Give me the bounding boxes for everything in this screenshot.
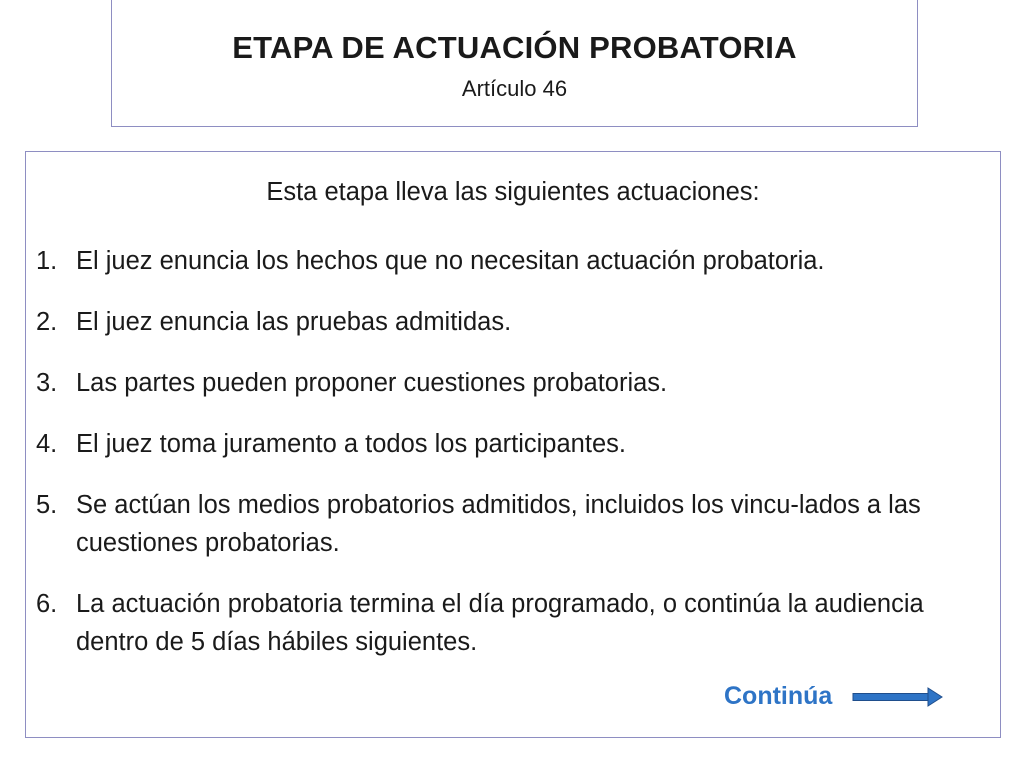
list-item [36,425,996,463]
list-item [36,303,996,341]
page-title: ETAPA DE ACTUACIÓN PROBATORIA [232,30,797,65]
list-item-number: 2. [36,308,58,336]
content-box [25,151,1001,738]
intro-text: Esta etapa lleva las siguientes actuaciones: [266,178,760,206]
list-item [36,585,996,661]
list-item [36,486,996,562]
arrow-right-icon[interactable] [852,686,944,708]
list-item [36,364,996,402]
list-item-number: 1. [36,247,58,275]
page-subtitle: Artículo 46 [461,76,568,101]
list-item [36,242,996,280]
title-box [111,0,918,127]
list-item-text: El juez toma juramento a todos los participantes. [76,430,626,458]
list-item-number: 3. [36,369,58,397]
list-item-number: 6. [36,590,58,618]
actuaciones-list [36,242,996,684]
continue-label: Continúa [724,682,833,710]
list-item-text: Las partes pueden proponer cuestiones probatorias. [76,369,668,397]
list-item-number: 4. [36,430,58,458]
list-item-text: La actuación probatoria termina el día programado, o continúa la audiencia dentro de 5 días hábiles siguientes. [76,590,924,656]
list-item-text: Se actúan los medios probatorios admitidos, incluidos los vincu-lados a las cuestiones probatorias. [76,491,921,557]
continue-link[interactable] [724,682,944,711]
list-item-text: El juez enuncia los hechos que no necesitan actuación probatoria. [76,247,825,275]
list-item-text: El juez enuncia las pruebas admitidas. [76,308,512,336]
list-item-number: 5. [36,491,58,519]
